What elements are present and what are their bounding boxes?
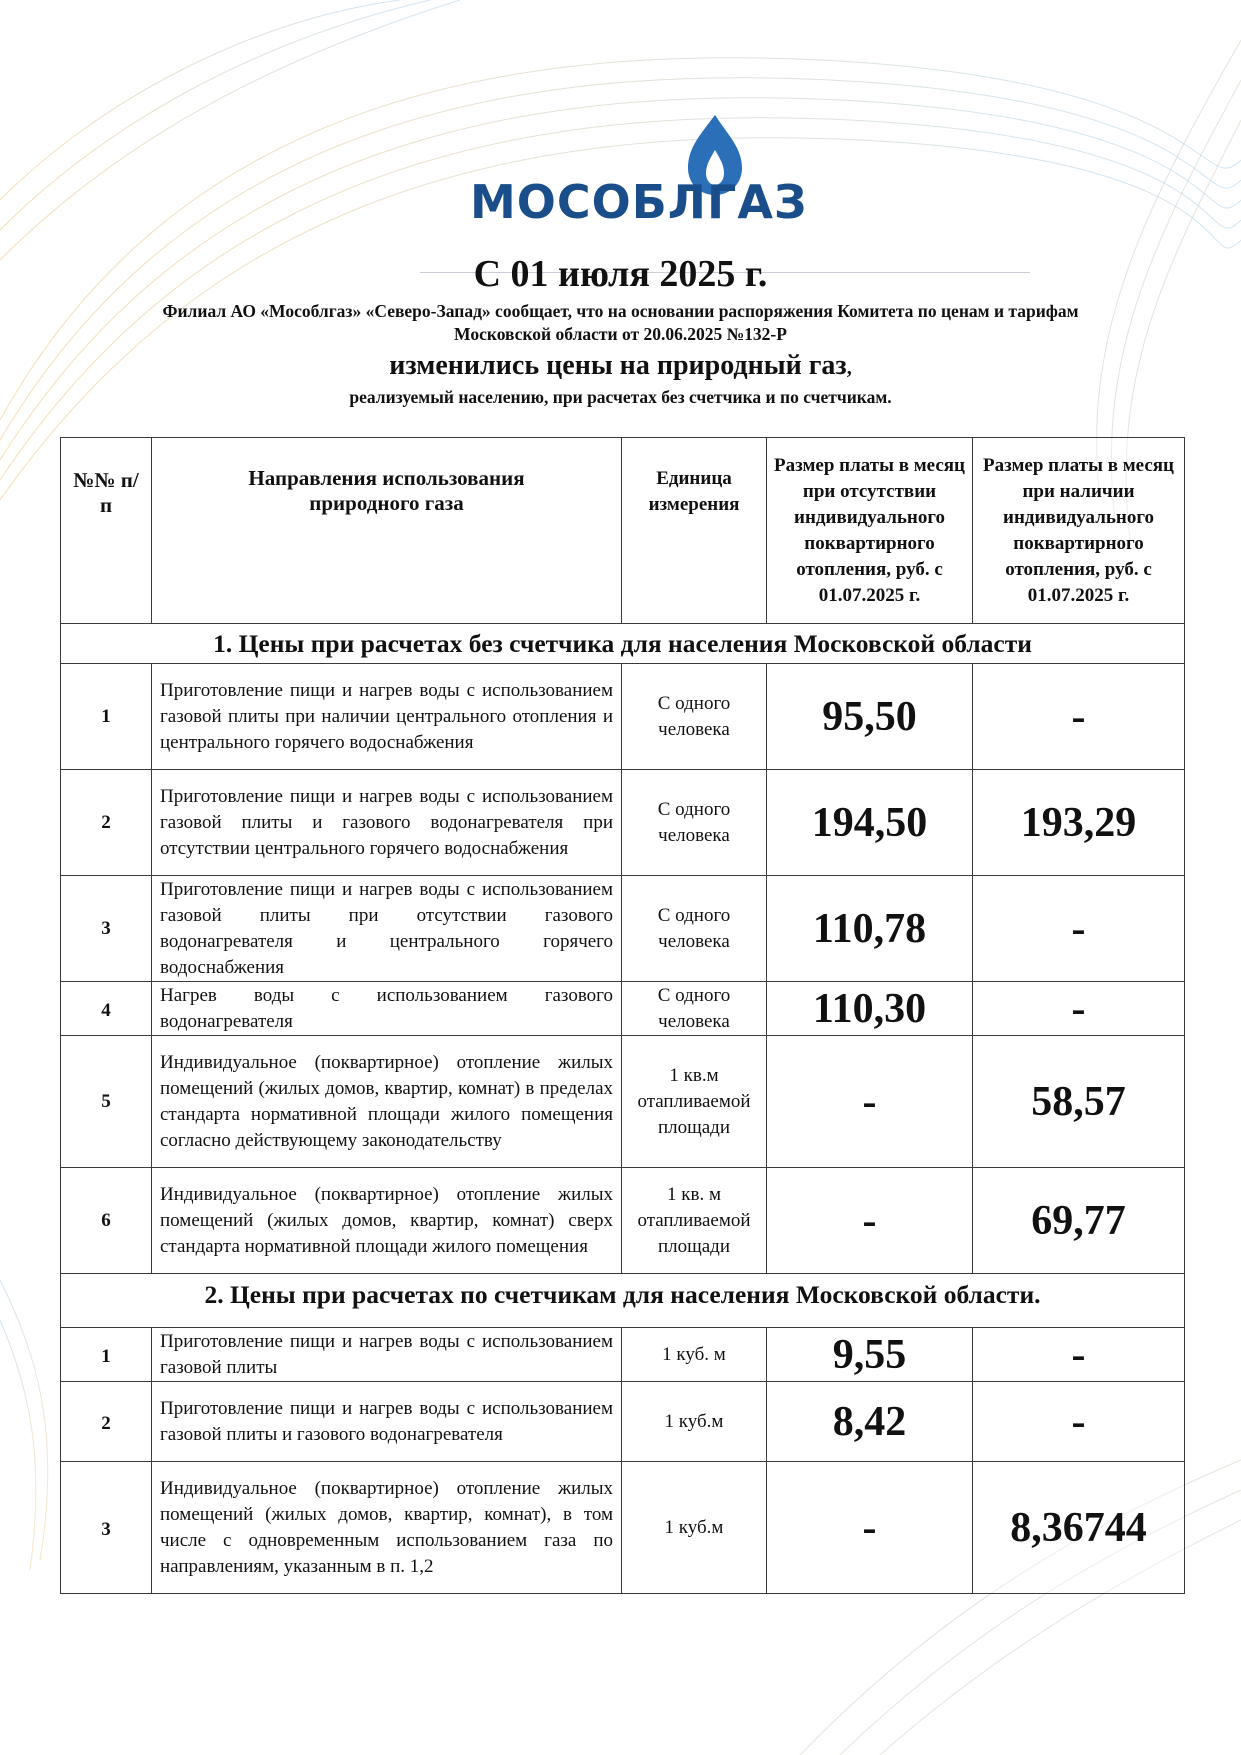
section-1-row bbox=[61, 624, 1185, 664]
logo-wordmark: МОСОБЛГАЗ bbox=[470, 175, 808, 229]
row-num: 2 bbox=[61, 1382, 152, 1462]
row-unit: 1 куб. м bbox=[622, 1328, 767, 1382]
price-with-heating: - bbox=[973, 982, 1185, 1036]
price-without-heating: 9,55 bbox=[767, 1328, 973, 1382]
header-unit: Единица измерения bbox=[622, 438, 767, 624]
section-2-title: 2. Цены при расчетах по счетчикам для населения Московской области. bbox=[61, 1274, 1185, 1328]
table-row bbox=[61, 876, 1185, 982]
row-desc: Индивидуальное (поквартирное) отопление жилых помещений (жилых домов, квартир, комнат), в том числе с одновременным использованием газа по направлениям, указанным в п. 1,2 bbox=[152, 1462, 622, 1594]
price-with-heating: 193,29 bbox=[973, 770, 1185, 876]
row-desc: Приготовление пищи и нагрев воды с использованием газовой плиты при наличии центрального отопления и центрального горячего водоснабжения bbox=[152, 664, 622, 770]
table-row bbox=[61, 1382, 1185, 1462]
row-desc: Приготовление пищи и нагрев воды с использованием газовой плиты при отсутствии газового водонагревателя и центрального горячего водоснабжения bbox=[152, 876, 622, 982]
section-1-title: 1. Цены при расчетах без счетчика для населения Московской области bbox=[61, 624, 1185, 664]
table-row bbox=[61, 1328, 1185, 1382]
page-title: С 01 июля 2025 г. bbox=[473, 253, 768, 295]
price-without-heating: 8,42 bbox=[767, 1382, 973, 1462]
subtitle-main bbox=[0, 350, 1241, 382]
row-unit: С одного человека bbox=[622, 770, 767, 876]
table-row bbox=[61, 982, 1185, 1036]
intro-line-1: Филиал АО «Мособлгаз» «Северо-Запад» сообщает, что на основании распоряжения Комитета по ценам и тарифам bbox=[162, 301, 1079, 321]
price-with-heating: - bbox=[973, 1382, 1185, 1462]
subtitle-comma: , bbox=[846, 357, 852, 379]
row-unit: 1 куб.м bbox=[622, 1462, 767, 1594]
intro-line-2: Московской области от 20.06.2025 №132-Р bbox=[454, 324, 787, 344]
row-num: 6 bbox=[61, 1168, 152, 1274]
price-with-heating: - bbox=[973, 664, 1185, 770]
table-header-row bbox=[61, 438, 1185, 624]
row-num: 1 bbox=[61, 1328, 152, 1382]
row-desc: Приготовление пищи и нагрев воды с использованием газовой плиты и газового водонагревателя bbox=[152, 1382, 622, 1462]
row-desc: Индивидуальное (поквартирное) отопление жилых помещений (жилых домов, квартир, комнат) сверх стандарта нормативной площади жилого помещения bbox=[152, 1168, 622, 1274]
table-row bbox=[61, 1462, 1185, 1594]
header-with-heating: Размер платы в месяц при наличии индивидуального поквартирного отопления, руб. с 01.07.2025 г. bbox=[973, 438, 1185, 624]
row-num: 1 bbox=[61, 664, 152, 770]
row-desc: Приготовление пищи и нагрев воды с использованием газовой плиты и газового водонагревателя при отсутствии центрального горячего водоснабжения bbox=[152, 770, 622, 876]
row-num: 3 bbox=[61, 1462, 152, 1594]
price-without-heating: - bbox=[767, 1462, 973, 1594]
row-unit: С одного человека bbox=[622, 876, 767, 982]
row-unit: С одного человека bbox=[622, 982, 767, 1036]
row-desc: Индивидуальное (поквартирное) отопление жилых помещений (жилых домов, квартир, комнат) в пределах стандарта нормативной площади жилого помещения согласно действующему законодательству bbox=[152, 1036, 622, 1168]
table-row bbox=[61, 1168, 1185, 1274]
row-num: 2 bbox=[61, 770, 152, 876]
price-without-heating: - bbox=[767, 1036, 973, 1168]
header-without-heating: Размер платы в месяц при отсутствии индивидуального поквартирного отопления, руб. с 01.07.2025 г. bbox=[767, 438, 973, 624]
row-desc: Нагрев воды с использованием газового водонагревателя bbox=[152, 982, 622, 1036]
price-without-heating: 110,30 bbox=[767, 982, 973, 1036]
header-direction: Направления использования природного газа bbox=[152, 438, 622, 624]
header-num: №№ п/п bbox=[61, 438, 152, 624]
row-unit: 1 кв.м отапливаемой площади bbox=[622, 1036, 767, 1168]
intro-text bbox=[60, 300, 1181, 346]
table-row bbox=[61, 1036, 1185, 1168]
price-without-heating: 95,50 bbox=[767, 664, 973, 770]
subtitle-text: изменились цены на природный газ bbox=[389, 350, 847, 381]
row-unit: С одного человека bbox=[622, 664, 767, 770]
subtitle-line-2: реализуемый населению, при расчетах без счетчика и по счетчикам. bbox=[349, 387, 892, 407]
row-desc: Приготовление пищи и нагрев воды с использованием газовой плиты bbox=[152, 1328, 622, 1382]
price-with-heating: - bbox=[973, 876, 1185, 982]
table-row bbox=[61, 664, 1185, 770]
row-unit: 1 кв. м отапливаемой площади bbox=[622, 1168, 767, 1274]
price-without-heating: - bbox=[767, 1168, 973, 1274]
row-num: 4 bbox=[61, 982, 152, 1036]
price-with-heating: 58,57 bbox=[973, 1036, 1185, 1168]
row-unit: 1 куб.м bbox=[622, 1382, 767, 1462]
row-num: 3 bbox=[61, 876, 152, 982]
price-without-heating: 110,78 bbox=[767, 876, 973, 982]
section-2-row bbox=[61, 1274, 1185, 1328]
table-row bbox=[61, 770, 1185, 876]
price-table bbox=[60, 437, 1185, 1594]
price-with-heating: 8,36744 bbox=[973, 1462, 1185, 1594]
price-with-heating: 69,77 bbox=[973, 1168, 1185, 1274]
row-num: 5 bbox=[61, 1036, 152, 1168]
price-with-heating: - bbox=[973, 1328, 1185, 1382]
price-without-heating: 194,50 bbox=[767, 770, 973, 876]
